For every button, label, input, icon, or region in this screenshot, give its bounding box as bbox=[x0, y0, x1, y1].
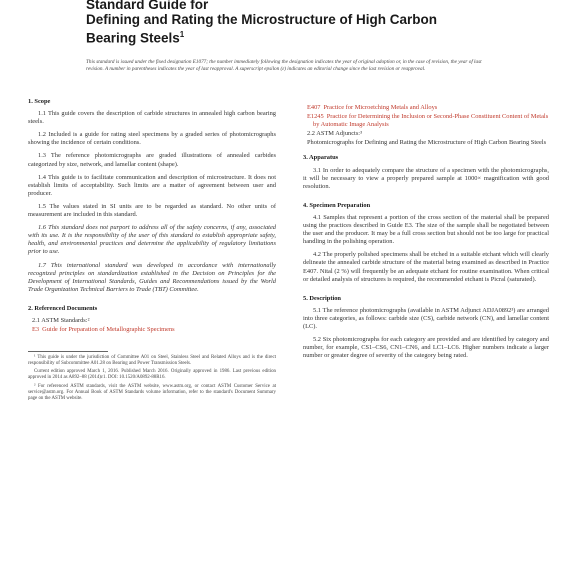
title-line-2: Defining and Rating the Microstructure of High Carbon bbox=[86, 12, 437, 27]
footnote: ¹ This guide is under the jurisdiction of Committee A01 on Steel, Stainless Steel and Related Alloys and is the direct responsibility of Subcommittee A01.28 on Bearing and Power Transmission Steels. bbox=[28, 355, 276, 367]
reference-entry bbox=[28, 317, 276, 325]
footnote-rule bbox=[28, 351, 108, 352]
document-title bbox=[86, 0, 506, 46]
reference-text: 2.2 ASTM Adjuncts:³ bbox=[307, 130, 362, 138]
paragraph: 4.1 Samples that represent a portion of the cross section of the material shall be prepared using the practices described in Guide E3. The size of the sample shall be negotiated between the user and the producer. It may be a full cross section but should not be too large for practical handling in the polishing operation. bbox=[303, 213, 549, 246]
footnote: Current edition approved March 1, 2016. Published March 2016. Originally approved in 1986. Last previous edition approved in 2014 as A892–88 (2014)ε1. DOI: 10.1520/A0892-88R16. bbox=[28, 369, 276, 381]
paragraph: 1.2 Included is a guide for rating steel specimens by a graded series of photomicrographs showing the incidence of certain conditions. bbox=[28, 131, 276, 147]
title-line-3: Bearing Steels bbox=[86, 30, 180, 46]
reference-entry bbox=[303, 113, 549, 129]
paragraph: 5.2 Six photomicrographs for each category are provided and are identified by category and number, for example, CS1–CS6, CN1–CN6, and LC1–LC6. Higher numbers indicate a larger number or greater degree of severity of the category being rated. bbox=[303, 336, 549, 360]
section-heading: 2. Referenced Documents bbox=[28, 304, 98, 312]
reference-entry bbox=[303, 104, 549, 112]
paragraph: 1.3 The reference photomicrographs are graded illustrations of annealed carbides categorized by size, network, and lamellar content (shape). bbox=[28, 152, 276, 168]
paragraph: 1.5 The values stated in SI units are to be regarded as standard. No other units of measurement are included in this standard. bbox=[28, 202, 276, 219]
designation-notice: This standard is issued under the fixed designation E1077; the number immediately following the designation indicates the year of original adoption or, in the case of revision, the year of last revision. A number in parentheses indicates the year of last reapproval. A superscript epsilon (ε) indicates an editorial change since the last revision or reapproval. bbox=[86, 59, 482, 72]
paragraph: 1.4 This guide is to facilitate communication and description of microstructure. It does not establish limits of acceptability. Such limits are a matter of agreement between user and producer. bbox=[28, 173, 276, 197]
reference-code-link[interactable]: E3 bbox=[32, 326, 40, 334]
right-column bbox=[303, 104, 549, 371]
paragraph: 1.6 This standard does not purport to address all of the safety concerns, if any, associated with its use. It is the responsibility of the user of this standard to establish appropriate safety, health, and environmental practices and determine the applicability of regulatory limitations prior to use. bbox=[28, 224, 276, 256]
paragraph: 1.7 This international standard was developed in accordance with internationally recognized principles on standardization established in the Decision on Principles for the Development of International Standards, Guides and Recommendations issued by the World Trade Organization Technical Barriers to Trade (TBT) Committee. bbox=[28, 261, 276, 293]
footnote: ² For referenced ASTM standards, visit the ASTM website, www.astm.org, or contact ASTM Customer Service at service@astm.org. For Annual Book of ASTM Standards volume information, refer to the standard's Document Summary page on the ASTM website. bbox=[28, 383, 276, 401]
section-heading: 5. Description bbox=[303, 294, 341, 302]
reference-text: 2.1 ASTM Standards:² bbox=[32, 316, 90, 324]
title-footnote-marker: 1 bbox=[179, 30, 185, 39]
reference-entry bbox=[28, 326, 276, 334]
reference-code-link[interactable]: E1245 bbox=[307, 113, 324, 121]
reference-title-link[interactable]: Practice for Determining the Inclusion or Second-Phase Constituent Content of Metals by Automatic Image Analysis bbox=[313, 113, 549, 129]
paragraph: 1.1 This guide covers the description of carbide structures in annealed high carbon bearing steels. bbox=[28, 110, 276, 126]
reference-title-link[interactable]: Practice for Microetching Metals and Alloys bbox=[323, 104, 438, 111]
reference-code-link[interactable]: E407 bbox=[307, 104, 321, 111]
left-column bbox=[28, 98, 276, 404]
section-heading: 1. Scope bbox=[28, 98, 51, 105]
title-line-1: Standard Guide for bbox=[86, 0, 209, 12]
paragraph: 3.1 In order to adequately compare the structure of a specimen with the photomicrographs, it will be necessary to view a properly prepared sample at 1000× magnification with good resolution. bbox=[303, 166, 549, 190]
reference-entry bbox=[303, 139, 549, 147]
paragraph: 5.1 The reference photomicrographs (available in ASTM Adjunct ADJA0892³) are arranged into three categories, as follows: carbide size (CS), carbide network (CN), and lamellar content (LC). bbox=[303, 306, 549, 330]
reference-title-link[interactable]: Guide for Preparation of Metallographic Specimens bbox=[42, 326, 175, 334]
reference-entry bbox=[303, 130, 549, 138]
paragraph: 4.2 The properly polished specimens shall be etched in a suitable etchant which will clearly delineate the annealed carbide structure of the material being examined as described in Practice E407. Nital (2 %) will frequently be an adequate etchant for routine examination. When critical or detailed analysis of structures is required, the recommended etchant is Picral (saturated). bbox=[303, 251, 549, 283]
section-gap bbox=[303, 365, 549, 371]
section-heading: 4. Specimen Preparation bbox=[303, 201, 371, 209]
section-heading: 3. Apparatus bbox=[303, 154, 339, 162]
section-gap bbox=[28, 335, 276, 341]
reference-text: Photomicrographs for Defining and Rating the Microstructure of High Carbon Bearing Steels bbox=[307, 139, 547, 147]
